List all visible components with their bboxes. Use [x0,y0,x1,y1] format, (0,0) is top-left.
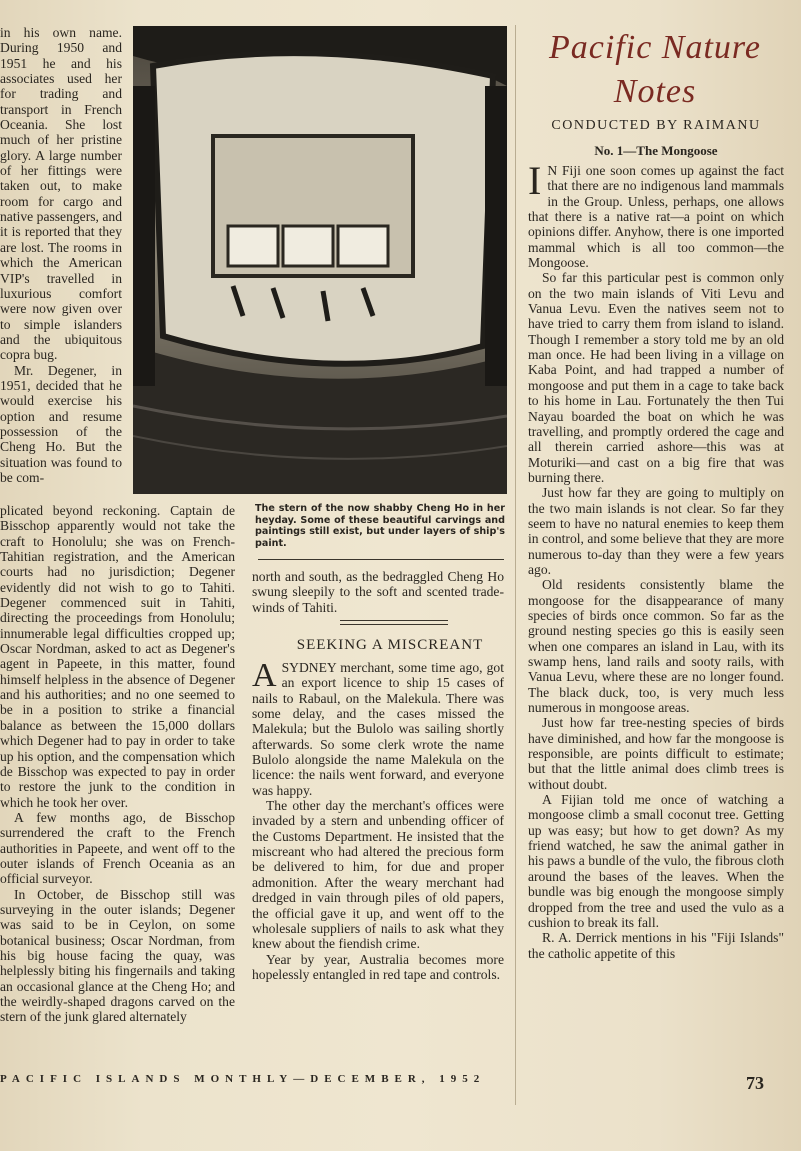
paragraph: Just how far they are going to multiply on the two main islands is not clear. So far they seem to have no natural enemies to keep them in control, and some believe that they are more numerous to-day than they were a few years ago. [528,485,784,577]
paragraph: Year by year, Australia becomes more hopelessly entangled in red tape and controls. [252,951,504,982]
paragraph: A Fijian told me once of watching a mongoose climb a small coconut tree. Getting up was easy; but how to get down? As my friend watched, he saw the animal gather in his paws a bundle of the vulo, the fibrous cloth around the bases of the leaves. When the bundle was big enough the mongoose simply dropped from the tree and used the vulo as a cushion to break its fall. [528,792,784,930]
paragraph: The other day the merchant's offices were invaded by a stern and unbending officer of the Customs Department. He insisted that the miscreant who had altered the precious form be delivered to him, for due and proper admonition. After the weary merchant had dredged in vain through piles of old papers, the official gave it up, and went off to the wholesale suppliers of nails to ask what they knew about the fiendish crime. [252,798,504,952]
cheng-ho-stern-photo [133,26,507,494]
paragraph: Just how far tree-nesting species of birds have diminished, and how far the mongoose is responsible, are points difficult to estimate; but that the little animal does climb trees is without doubt. [528,715,784,792]
paragraph: A few months ago, de Bisschop surrendered the craft to the French authorities in Papeete, and went off to the outer islands of French Oceania as an official surveyor. [0,809,235,887]
caption-rule [258,559,504,560]
continued-paragraph: north and south, as the bedraggled Cheng Ho swung sleepily to the soft and scented trade-winds of Tahiti. [252,569,504,615]
paragraph: Mr. Degener, in 1951, decided that he would exercise his option and resume possession of the Cheng Ho. But the situation was found to be com- [0,362,122,485]
photo-graphic [133,26,507,494]
article-column-middle [252,569,504,615]
lead-paragraph: I N Fiji one soon comes up against the fact that there are no indigenous land mammals in the Group. Unless, perhaps, one allows that there is a native rat—a point on which opinions differ. Anyhow, there is one imported mammal which is all too common—the Mongoose. [528,158,784,271]
page-title [520,26,790,114]
paragraph: So far this particular pest is common only on the two main islands of Viti Levu and Vanua Levu. Even the natives seem not to have tried to carry them from island to island. Though I remember a story told me by an old man once. He had been living in a village on Kaba Point, and had trapped a number of mongoose and put them in a cage to take back to his home in Lau. Fortunately the then Tui Nayau boarded the boat on which he was travelling, and promptly ordered the cage and all therein carried ashore—this was at Moturiki—and cast on a big fire that was burning there. [528,270,784,485]
article-column-left-upper [0,25,122,485]
page-number: 73 [746,1073,764,1093]
byline: CONDUCTED BY RAIMANU [551,118,761,133]
article-column-left-lower [0,503,235,1025]
drop-cap: A [252,657,277,694]
title-line-1: Pacific Nature [549,29,761,66]
section-headline: SEEKING A MISCREANT [296,637,484,653]
paragraph: R. A. Derrick mentions in his "Fiji Islands" the catholic appetite of this [528,930,784,961]
paragraph: Old residents consistently blame the mongoose for the disappearance of many species of birds once common. So far as the ground nesting species go this is easily seen when one compares an island in Lau, with its swamp hens, land rails and sooty rails, with Vanua Levu, where these are no longer found. The black duck, too, is very much less numerous in mongoose areas. [528,577,784,716]
section-divider [340,620,448,621]
running-footer: PACIFIC ISLANDS MONTHLY—DECEMBER, 1952 [0,1073,486,1085]
paragraph: plicated beyond reckoning. Captain de Bisschop apparently would not take the craft to Honolulu; she was on French-Tahitian registration, and the American courts had no jurisdiction; Degener evidently did not wish to go to Tahiti. Degener commenced suit in Tahiti, directing the proceedings from Honolulu; innumerable legal difficulties cropped up; Oscar Nordman, asked to act as Degener's agent in Papeete, in this matter, found himself helpless in the absence of Degener and his authorities; and no one seemed to be in a position to strike a financial balance as between the 15,000 dollars which Degener had to pay in order to take up his option, and the compensation which de Bisschop was expected to pay in order to restore the junk to the condition in which he took her over. [0,503,235,810]
subheading: No. 1—The Mongoose [594,143,718,158]
lead-paragraph: ASYDNEY merchant, some time ago, got an export licence to ship 15 cases of nails to Rabaul, on the Malekula. There was some delay, and the cases missed the Malekula; but the Bulolo was sailing shortly afterwards. So some clerk wrote the name Bulolo alongside the name Malekula on the licence: the nails went forward, and everyone was happy. [252,657,504,798]
column-divider [515,25,516,1105]
section-divider-second [340,624,448,625]
paragraph: In October, de Bisschop still was surveying in the outer islands; Degener was said to be in Ceylon, on some botanical business; Oscar Nordman, from his big house facing the quay, was helplessly biting his fingernails and taking an occasional glance at the Cheng Ho; and the weirdly-shaped dragons carved on the stern of the junk glared alternately [0,886,235,1025]
nature-notes-article [528,158,784,961]
photo-caption: The stern of the now shabby Cheng Ho in her heyday. Some of these beautiful carvings and paintings still exist, but under layers of ship's paint. [255,503,505,549]
paragraph: in his own name. During 1950 and 1951 he and his associates used her for trading and transport in French Oceania. She lost much of her pristine glory. A large number of her fittings were taken out, to make room for cargo and native passengers, and it is reported that they are lost. The rooms in which the American VIP's travelled in luxurious comfort were now given over to simple islanders and the ubiquitous copra bug. [0,25,122,363]
title-line-2: Notes [613,73,697,110]
seeking-miscreant-article [252,657,504,982]
drop-cap: I [528,158,542,203]
